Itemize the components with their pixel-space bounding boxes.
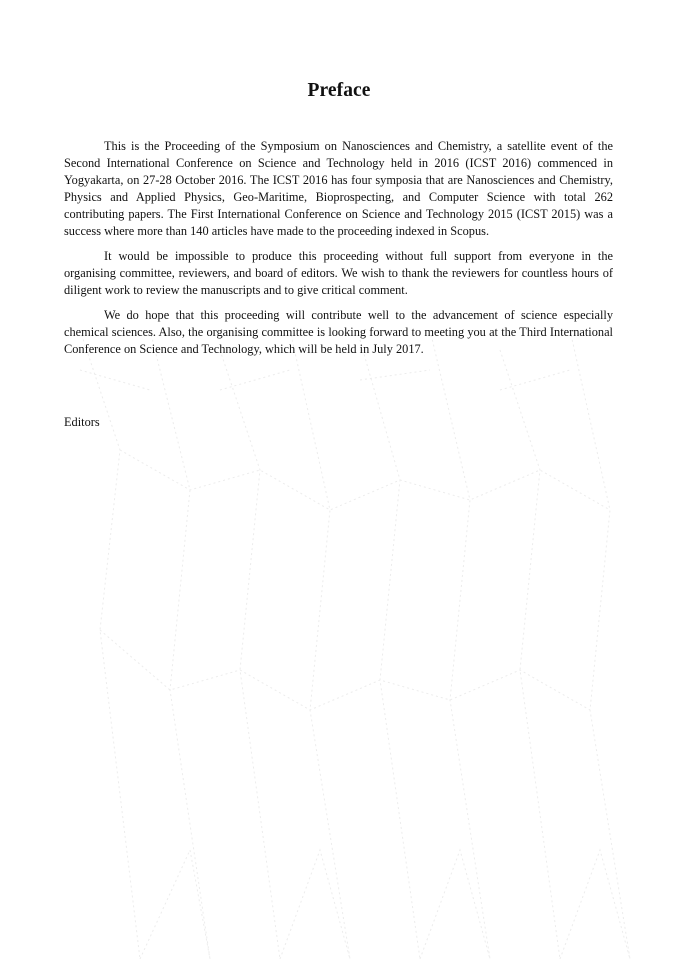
paragraph-1: This is the Proceeding of the Symposium on Nanosciences and Chemistry, a satellite event of the Second International Conference on Science and Technology held in 2016 (ICST 2016) commenced in Yogyakarta, on 27-28 October 2016. The ICST 2016 has four symposia that are Nanosciences and Chemistry, Physics and Applied Physics, Geo-Maritime, Bioprospecting, and Computer Science with total 262 contributing papers. The First International Conference on Science and Technology 2015 (ICST 2015) was a success where more than 140 articles have made to the proceeding indexed in Scopus. bbox=[64, 139, 613, 238]
signoff: Editors bbox=[64, 415, 100, 429]
paragraph-3: We do hope that this proceeding will contribute well to the advancement of science especially chemical sciences. Also, the organising committee is looking forward to meeting you at the Third International Conference on Science and Technology, which will be held in July 2017. bbox=[64, 308, 613, 356]
preface-body bbox=[64, 138, 613, 366]
paragraph-2: It would be impossible to produce this proceeding without full support from everyone in the organising committee, reviewers, and board of editors. We wish to thank the reviewers for countless hours of diligent work to review the manuscripts and to give critical comment. bbox=[64, 249, 613, 297]
background-watermark-pattern bbox=[60, 330, 678, 959]
page-title: Preface bbox=[307, 80, 371, 101]
